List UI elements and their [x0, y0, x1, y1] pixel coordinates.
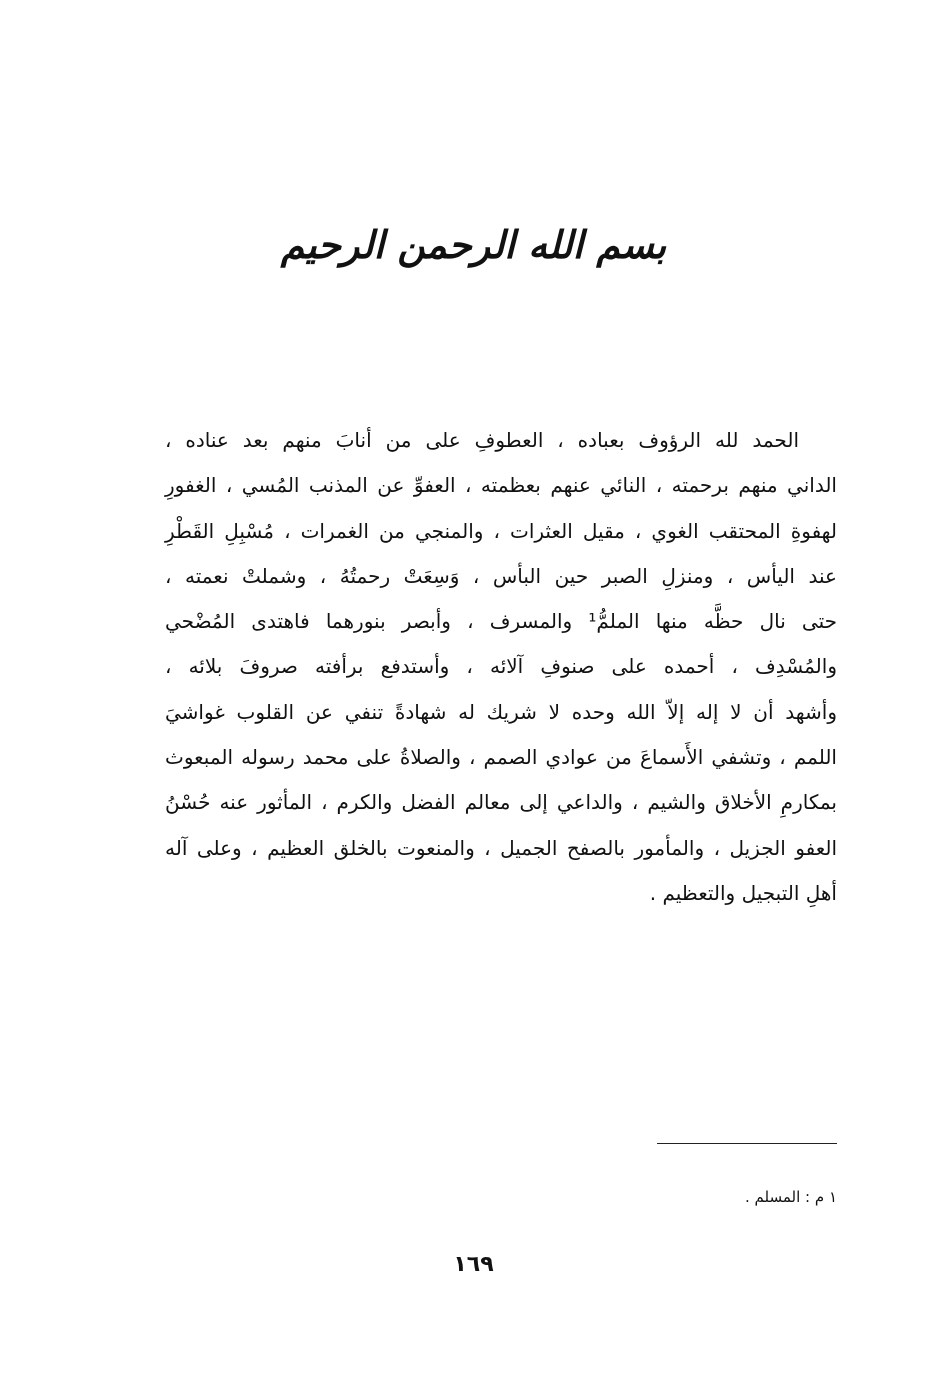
text-line-8: اللمم ، وتشفي الأَسماعَ من عوادي الصمم ، والصلاةُ على محمد رسوله المبعوث [165, 745, 837, 770]
footnote-divider [657, 1143, 837, 1144]
text-line-9: بمكارمِ الأخلاق والشيم ، والداعي إلى معالم الفضل والكرم ، المأثور عنه حُسْنُ [165, 790, 837, 815]
text-line-4: عند اليأس ، ومنزلِ الصبر حين البأس ، وَسِعَتْ رحمتُهُ ، وشملتْ نعمته ، [165, 563, 837, 588]
text-line-10: العفو الجزيل ، والمأمور بالصفح الجميل ، والمنعوت بالخلق العظيم ، وعلى آله [165, 835, 837, 860]
text-line-3: لهفوةِ المحتقب الغوي ، مقيل العثرات ، والمنجي من الغمرات ، مُسْبِلِ القَطْرِ [165, 518, 837, 543]
text-line-7: وأشهد أن لا إله إلاّ الله وحده لا شريك له شهادةً تنفي عن القلوب غواشيَ [165, 699, 837, 724]
text-line-5: حتى نال حظَّه منها الملمُّ¹ والمسرف ، وأبصر بنورهما فاهتدى المُضْحي [165, 609, 837, 634]
basmala-heading: بسم الله الرحمن الرحيم [280, 222, 667, 267]
text-line-1: الحمد لله الرؤوف بعباده ، العطوفِ على من أنابَ منهم بعد عناده ، [165, 428, 799, 452]
text-line-11: أهلِ التبجيل والتعظيم . [649, 880, 837, 905]
page-number: ١٦٩ [453, 1252, 494, 1277]
footnote: ١ م : المسلم . [745, 1188, 837, 1206]
body-paragraph [165, 418, 837, 916]
text-line-2: الداني منهم برحمته ، النائي عنهم بعظمته ، العفوِّ عن المذنب المُسي ، الغفورِ [165, 473, 837, 498]
text-line-6: والمُسْدِف ، أحمده على صنوفِ آلائه ، وأستدفع برأفته صروفَ بلائه ، [165, 654, 837, 679]
